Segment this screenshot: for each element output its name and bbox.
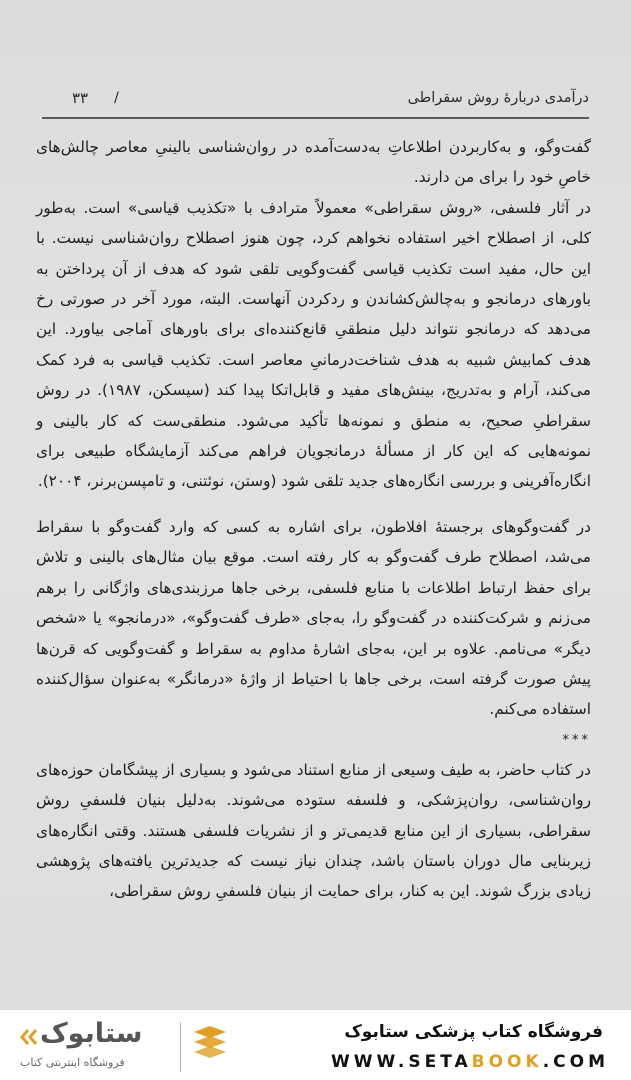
- page-number: ۳۳: [72, 89, 89, 107]
- url-suffix: .COM: [542, 1052, 609, 1072]
- url-accent: BOOK: [471, 1052, 543, 1072]
- logo-tagline: فروشگاه اینترنتی کتاب: [20, 1056, 125, 1069]
- header-separator: /: [114, 90, 119, 106]
- watermark-footer: [0, 1010, 631, 1080]
- setabook-logo: [14, 1018, 236, 1074]
- url-prefix: WWW.SETA: [331, 1052, 472, 1072]
- store-name: فروشگاه کتاب پزشکی ستابوک: [344, 1022, 603, 1042]
- paragraph-2: در آثار فلسفی، «روش سقراطی» معمولاً مترادف با «تکذیب قیاسی» است. به‌طور کلی، از اصطلاح اخیر استفاده نخواهم کرد، چون هنوز اصطلاح روان‌شناسی نیست. با این حال، مفید است تکذیب قیاسی گفت‌وگویی تلقی شود که هدف از آن پرداختن به باورهای درمانجو و به‌چالش‌کشاندن و ردکردن آنهاست. البته، مورد آخر در صورتی رخ می‌دهد که درمانجو نتواند دلیل منطقیِ قانع‌کننده‌ای برای باورهای آماجی بیاورد. این هدف کمابیش شبیه به هدف شناخت‌درمانیِ معاصر است. تکذیب قیاسی به فرد کمک می‌کند، آرام و به‌تدریج، بینش‌های مفید و قابل‌اتکا پیدا کند (سیسکن، ۱۹۸۷). در روش سقراطیِ صحیح، به منطق و نمونه‌ها تأکید می‌شود. منطقی‌ست که کار بالینی و نمونه‌هایی که این کار از مسألهٔ درمانجویان فراهم می‌کند آزمایشگاه طبیعی برای انگاره‌آفرینی و بررسی انگاره‌های جدید تلقی شود (وستن، نوئتنی، و تامپسن‌برنر، ۲۰۰۴).: [36, 198, 591, 491]
- chapter-title: درآمدی دربارهٔ روش سقراطی: [407, 90, 589, 106]
- section-ornament: ***: [562, 732, 591, 748]
- paragraph-3: در گفت‌وگوهای برجستهٔ افلاطون، برای اشاره به کسی که وارد گفت‌وگو با سقراط می‌شد، اصطلاح طرف گفت‌وگو به کار رفته است. موقع بیان مثال‌های بالینی و تلاش برای حفظ ارتباط اطلاعات با منابع فلسفی، برخی جاها مرزبندی‌های واژگانی را برهم می‌زنم و شرکت‌کننده در گفت‌وگو را، به‌جای «طرف گفت‌وگو»، «درمانجو» یا «شخص دیگر» می‌نامم. علاوه بر این، به‌جای اشارهٔ مداوم به سقراط و گفت‌وگویی که قرن‌ها پیش صورت گرفته است، برخی جاها با احتیاط از واژهٔ «درمانگر» به‌عنوان سؤال‌کننده استفاده می‌کنم.: [36, 517, 591, 719]
- paragraph-gap: [36, 497, 591, 512]
- logo-text: ستابوک: [40, 1018, 143, 1049]
- paragraph-4: در کتاب حاضر، به طیف وسیعی از منابع استناد می‌شود و بسیاری از پیشگامان حوزه‌های روان‌شناسی، روان‌پزشکی، و فلسفه ستوده می‌شوند. به‌دلیل بنیان فلسفیِ روش سقراطی، بسیاری از این منابع قدیمی‌تر و از نشریات فلسفی هستند. وقتی انگاره‌های زیربنایی مال دوران باستان باشد، چندان نیاز نیست که جدیدترین یافته‌های پژوهشی زیادی بزرگ شوند. این به کنار، برای حمایت از بنیان فلسفیِ روش سقراطی،: [36, 760, 591, 901]
- paragraph-1: گفت‌وگو، و به‌کاربردن اطلاعاتِ به‌دست‌آمده در روان‌شناسی بالینیِ معاصر چالش‌های خاصِ خود را برای من دارند.: [36, 138, 591, 187]
- body-text: [36, 132, 591, 907]
- logo-divider: [180, 1022, 181, 1072]
- store-url[interactable]: [331, 1052, 609, 1072]
- chevrons-icon: [18, 1028, 40, 1046]
- running-header: [42, 88, 589, 114]
- header-rule: [42, 117, 589, 119]
- book-stack-icon: [190, 1024, 230, 1068]
